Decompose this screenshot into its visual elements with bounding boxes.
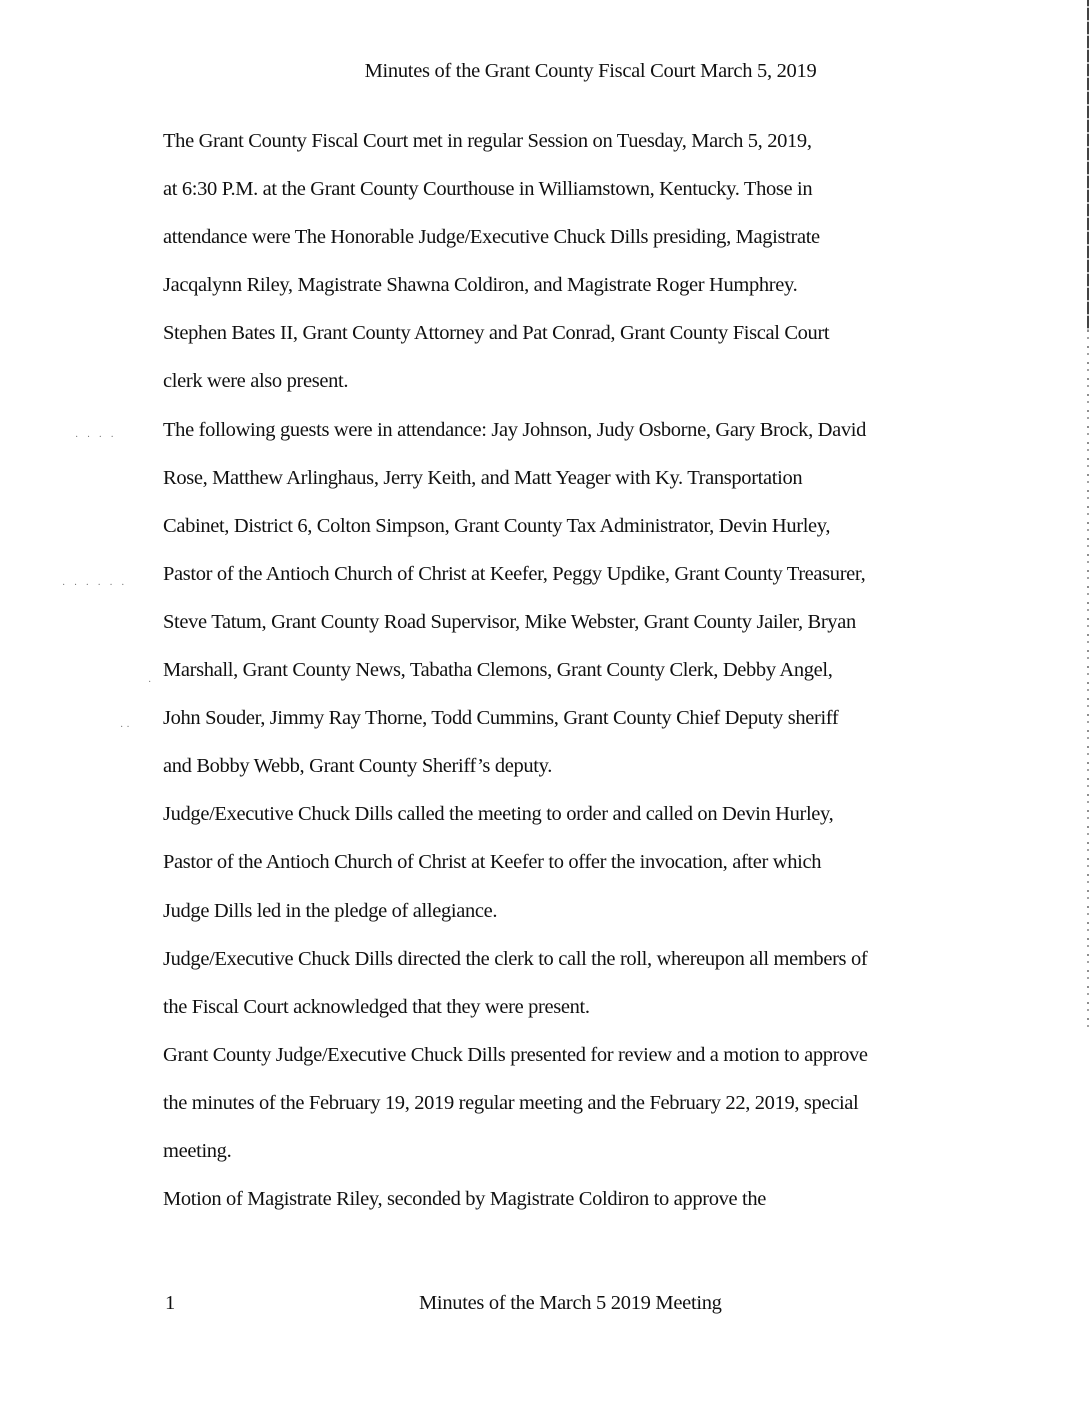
scan-noise-artifact: · · · · (75, 432, 117, 443)
body-line: Judge/Executive Chuck Dills called the meeting to order and called on Devin Hurley, (163, 803, 834, 826)
body-line: Judge/Executive Chuck Dills directed the clerk to call the roll, whereupon all members of (163, 947, 868, 970)
body-line: Rose, Matthew Arlinghaus, Jerry Keith, and Matt Yeager with Ky. Transportation (163, 466, 803, 489)
body-line: Pastor of the Antioch Church of Christ at Keefer to offer the invocation, after which (163, 851, 822, 874)
body-line: Steve Tatum, Grant County Road Supervisor, Mike Webster, Grant County Jailer, Bryan (163, 610, 856, 633)
body-line: Judge Dills led in the pledge of allegiance. (163, 899, 498, 922)
minutes-body (163, 126, 963, 1232)
scan-edge-artifact (1087, 0, 1089, 330)
body-line: and Bobby Webb, Grant County Sheriff’s deputy. (163, 755, 552, 778)
body-line: clerk were also present. (163, 370, 349, 393)
scan-noise-artifact: · · · · · · (62, 580, 128, 591)
body-line: Pastor of the Antioch Church of Christ at Keefer, Peggy Updike, Grant County Treasurer, (163, 562, 866, 585)
body-line: Cabinet, District 6, Colton Simpson, Grant County Tax Administrator, Devin Hurley, (163, 514, 831, 537)
scan-noise-artifact: ·· (120, 722, 133, 733)
body-line: Marshall, Grant County News, Tabatha Clemons, Grant County Clerk, Debby Angel, (163, 659, 833, 682)
scan-edge-artifact (1087, 330, 1089, 1030)
body-line: Stephen Bates II, Grant County Attorney and Pat Conrad, Grant County Fiscal Court (163, 322, 830, 345)
body-line: The following guests were in attendance: Jay Johnson, Judy Osborne, Gary Brock, David (163, 418, 866, 441)
body-line: meeting. (163, 1139, 232, 1162)
body-line: Jacqalynn Riley, Magistrate Shawna Coldiron, and Magistrate Roger Humphrey. (163, 274, 798, 297)
body-line: Grant County Judge/Executive Chuck Dills presented for review and a motion to approve (163, 1043, 868, 1066)
body-line: the Fiscal Court acknowledged that they were present. (163, 995, 590, 1018)
footer-title: Minutes of the March 5 2019 Meeting (419, 1292, 722, 1314)
document-header-title: Minutes of the Grant County Fiscal Court March 5, 2019 (364, 60, 817, 82)
body-line: attendance were The Honorable Judge/Executive Chuck Dills presiding, Magistrate (163, 226, 820, 249)
body-line: Motion of Magistrate Riley, seconded by Magistrate Coldiron to approve the (163, 1188, 767, 1211)
body-line: John Souder, Jimmy Ray Thorne, Todd Cummins, Grant County Chief Deputy sheriff (163, 707, 839, 730)
scan-noise-artifact: · (148, 677, 155, 688)
body-line: The Grant County Fiscal Court met in regular Session on Tuesday, March 5, 2019, (163, 130, 812, 152)
page-number: 1 (165, 1292, 175, 1314)
body-line: at 6:30 P.M. at the Grant County Courthouse in Williamstown, Kentucky. Those in (163, 178, 813, 201)
body-line: the minutes of the February 19, 2019 regular meeting and the February 22, 2019, special (163, 1091, 859, 1114)
